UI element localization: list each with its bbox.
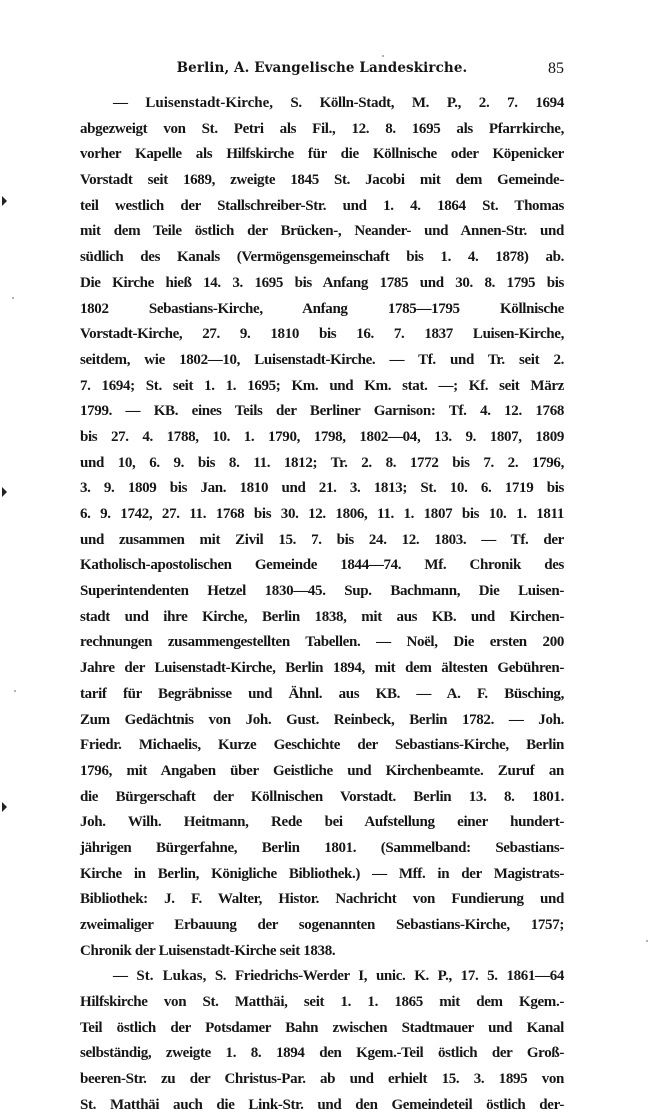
text-line: 1799. — KB. eines Teils der Berliner Garnison: Tf. 4. 12. 1768 xyxy=(80,403,564,420)
text-line: die Bürgerschaft der Köllnischen Vorstadt. Berlin 13. 8. 1801. xyxy=(80,788,564,805)
text-line: 6. 9. 1742, 27. 11. 1768 bis 30. 12. 1806, 11. 1. 1807 bis 10. 1. 1811 xyxy=(80,506,564,522)
text-line: beeren-Str. zu der Christus-Par. ab und erhielt 15. 3. 1895 von xyxy=(80,1071,564,1088)
text-line: bis 27. 4. 1788, 10. 1. 1790, 1798, 1802—04, 13. 9. 1807, 1809 xyxy=(80,428,564,445)
text-line: 7. 1694; St. seit 1. 1. 1695; Km. und Km. stat. —; Kf. seit März xyxy=(80,377,564,394)
text-line: Katholisch-apostolischen Gemeinde 1844—74. Mf. Chronik des xyxy=(80,557,564,574)
text-line: teil westlich der Stallschreiber-Str. und 1. 4. 1864 St. Thomas xyxy=(80,197,564,214)
text-line: 3. 9. 1809 bis Jan. 1810 und 21. 3. 1813; St. 10. 6. 1719 bis xyxy=(80,480,564,497)
text-line: — Luisenstadt-Kirche, S. Kölln-Stadt, M. P., 2. 7. 1694 xyxy=(113,95,564,111)
text-line: und 10, 6. 9. bis 8. 11. 1812; Tr. 2. 8. 1772 bis 7. 2. 1796, xyxy=(80,454,564,471)
body-text xyxy=(80,91,564,1119)
scan-speck xyxy=(646,940,648,942)
text-line: Chronik der Luisenstadt-Kirche seit 1838. xyxy=(80,942,336,959)
text-line: Jahre der Luisenstadt-Kirche, Berlin 1894, mit dem ältesten Gebühren- xyxy=(80,660,564,677)
text-line: mit dem Teile östlich der Brücken-, Neander- und Annen-Str. und xyxy=(80,223,564,240)
text-line: Bibliothek: J. F. Walter, Histor. Nachricht von Fundierung und xyxy=(80,891,564,908)
text-line: Vorstadt-Kirche, 27. 9. 1810 bis 16. 7. 1837 Luisen-Kirche, xyxy=(80,326,564,343)
text-line: vorher Kapelle als Hilfskirche für die Köllnische oder Köpenicker xyxy=(80,146,564,163)
text-line: seitdem, wie 1802—10, Luisenstadt-Kirche. — Tf. und Tr. seit 2. xyxy=(80,351,564,368)
text-line: abgezweigt von St. Petri als Fil., 12. 8. 1695 als Pfarrkirche, xyxy=(80,120,564,137)
text-line: Zum Gedächtnis von Joh. Gust. Reinbeck, Berlin 1782. — Joh. xyxy=(80,711,564,728)
text-line: stadt und ihre Kirche, Berlin 1838, mit aus KB. und Kirchen- xyxy=(80,608,564,625)
text-line: 1802 Sebastians-Kirche, Anfang 1785—1795 Köllnische xyxy=(80,300,564,317)
text-line: selbständig, zweigte 1. 8. 1894 den Kgem.-Teil östlich der Groß- xyxy=(80,1045,564,1062)
margin-mark xyxy=(2,196,7,206)
scan-speck xyxy=(14,690,16,692)
text-line: rechnungen zusammengestellten Tabellen. — Noël, Die ersten 200 xyxy=(80,634,564,651)
text-line: jährigen Bürgerfahne, Berlin 1801. (Sammelband: Sebastians- xyxy=(80,839,564,856)
margin-mark xyxy=(2,802,7,812)
text-line: — St. Lukas, S. Friedrichs-Werder I, unic. K. P., 17. 5. 1861—64 xyxy=(113,968,564,985)
running-header xyxy=(80,60,564,82)
text-line: Hilfskirche von St. Matthäi, seit 1. 1. 1865 mit dem Kgem.- xyxy=(80,994,564,1011)
text-line: Die Kirche hieß 14. 3. 1695 bis Anfang 1785 und 30. 8. 1795 bis xyxy=(80,274,564,291)
text-line: Friedr. Michaelis, Kurze Geschichte der Sebastians-Kirche, Berlin xyxy=(80,737,564,754)
scan-speck xyxy=(382,55,384,57)
text-line: tarif für Begräbnisse und Ähnl. aus KB. — A. F. Büsching, xyxy=(80,685,564,702)
text-line: und zusammen mit Zivil 15. 7. bis 24. 12. 1803. — Tf. der xyxy=(80,531,564,548)
text-line: St. Matthäi auch die Link-Str. und den Gemeindeteil östlich der- xyxy=(80,1096,564,1113)
scan-speck xyxy=(12,297,14,299)
text-line: Kirche in Berlin, Königliche Bibliothek.) — Mff. in der Magistrats- xyxy=(80,865,564,882)
text-line: Teil östlich der Potsdamer Bahn zwischen Stadtmauer und Kanal xyxy=(80,1019,564,1036)
text-line: Vorstadt seit 1689, zweigte 1845 St. Jacobi mit dem Gemeinde- xyxy=(80,172,564,189)
text-line: südlich des Kanals (Vermögensgemeinschaft bis 1. 4. 1878) ab. xyxy=(80,249,564,266)
margin-mark xyxy=(2,487,7,497)
text-line: Superintendenten Hetzel 1830—45. Sup. Bachmann, Die Luisen- xyxy=(80,583,564,600)
text-line: 1796, mit Angaben über Geistliche und Kirchenbeamte. Zuruf an xyxy=(80,762,564,779)
running-title: Berlin, A. Evangelische Landeskirche. xyxy=(176,60,468,76)
text-line: zweimaliger Erbauung der sogenannten Sebastians-Kirche, 1757; xyxy=(80,917,564,933)
page-number: 85 xyxy=(548,60,564,77)
text-line: Joh. Wilh. Heitmann, Rede bei Aufstellung einer hundert- xyxy=(80,814,564,831)
entry-heading: St. Lukas xyxy=(136,968,203,985)
entry-heading: Luisenstadt-Kirche xyxy=(145,95,270,111)
